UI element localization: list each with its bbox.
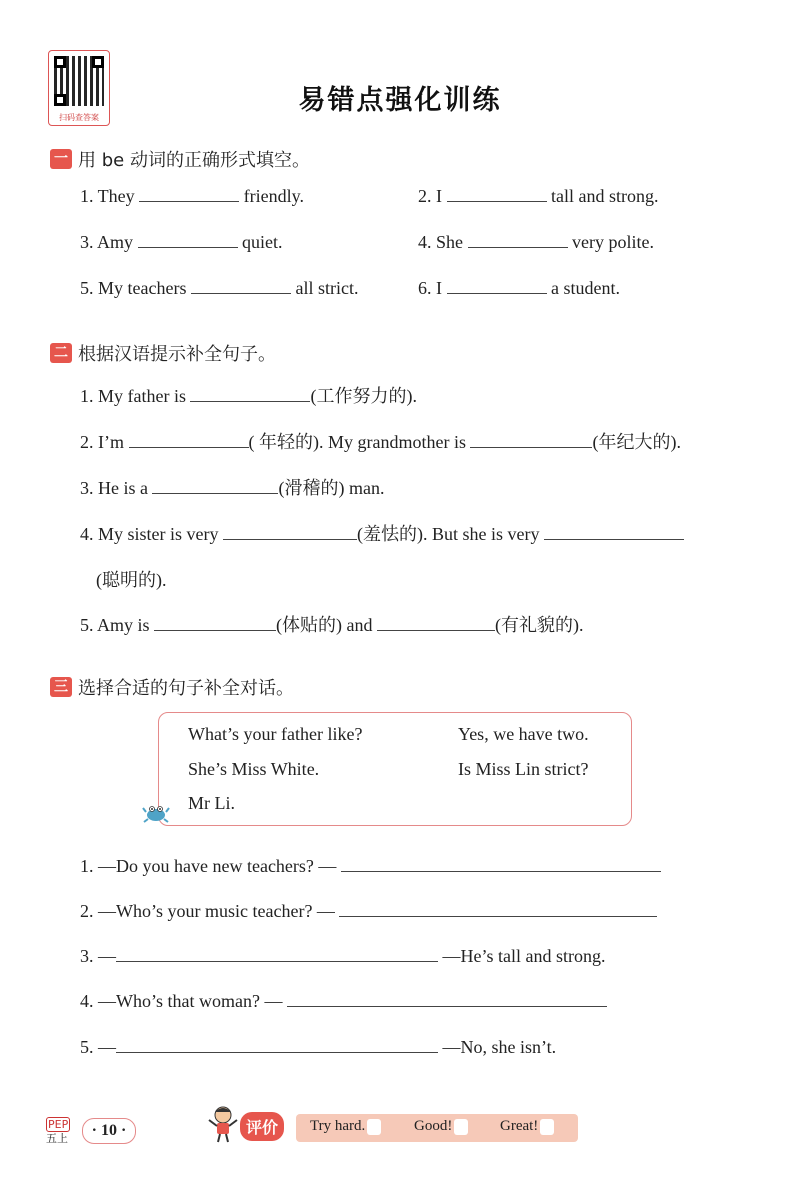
line-text: 2. —Who’s your music teacher? — [80, 901, 335, 921]
dialogue-line [80, 856, 661, 877]
line-text: 2. I [418, 186, 442, 206]
eval-option-label: Good! [414, 1118, 453, 1134]
answer-blank[interactable] [152, 479, 278, 494]
answer-blank[interactable] [470, 433, 592, 448]
exercise-line [418, 278, 620, 299]
answer-blank[interactable] [138, 233, 238, 248]
exercise-line [80, 382, 417, 408]
qr-label: 扫码查答案 [59, 113, 99, 122]
option-sentence[interactable]: What’s your father like? [188, 724, 363, 744]
line-text: 5. — [80, 1037, 116, 1057]
option-sentence[interactable]: Yes, we have two. [458, 724, 589, 744]
line-text: 4. My sister is very [80, 524, 219, 544]
line-text: 3. He is a [80, 478, 148, 498]
qr-corner [54, 56, 66, 68]
line-text: 4. —Who’s that woman? — [80, 991, 283, 1011]
line-text: (有礼貌的). [495, 615, 584, 635]
evaluation-label: 评价 [240, 1112, 284, 1141]
dialogue-line [80, 901, 657, 922]
edition-label: PEP [48, 1118, 69, 1131]
exercise-line [80, 611, 584, 637]
section-number-badge: 一 [50, 149, 72, 169]
eval-option-try-hard[interactable] [310, 1118, 381, 1135]
line-text: —No, she isn’t. [442, 1037, 557, 1057]
answer-blank[interactable] [544, 525, 684, 540]
answer-blank[interactable] [191, 279, 291, 294]
line-text: (体贴的) and [276, 615, 373, 635]
section-heading-text: 根据汉语提示补全句子。 [78, 344, 276, 365]
dialogue-line [80, 946, 605, 967]
section2-heading [50, 340, 276, 366]
line-text: 1. My father is [80, 386, 186, 406]
line-text: (工作努力的). [310, 386, 417, 406]
line-text: —He’s tall and strong. [442, 946, 606, 966]
answer-blank[interactable] [468, 233, 568, 248]
line-text: 3. — [80, 946, 116, 966]
grade-label: 五上 [46, 1132, 68, 1145]
eval-option-great[interactable] [500, 1118, 554, 1135]
section3-heading [50, 674, 294, 700]
answer-blank[interactable] [341, 857, 661, 872]
checkbox[interactable] [540, 1119, 554, 1135]
line-text: 1. They [80, 186, 135, 206]
page-title: 易错点强化训练 [298, 85, 502, 116]
answer-blank[interactable] [447, 279, 547, 294]
exercise-line [80, 232, 283, 253]
answer-blank[interactable] [139, 187, 239, 202]
eval-option-label: Try hard. [310, 1118, 366, 1134]
option-sentence[interactable]: Mr Li. [188, 793, 235, 813]
line-text: 6. I [418, 278, 442, 298]
exercise-line [80, 186, 304, 207]
answer-blank[interactable] [190, 387, 310, 402]
section-heading-text: 用 be 动词的正确形式填空。 [78, 150, 310, 171]
line-text: all strict. [295, 278, 359, 298]
line-text: 3. Amy [80, 232, 134, 252]
line-text: 5. Amy is [80, 615, 150, 635]
line-text: (滑稽的) man. [278, 478, 385, 498]
cartoon-kid-icon [206, 1104, 240, 1144]
section-number-badge: 三 [50, 677, 72, 697]
exercise-line [80, 428, 681, 454]
line-text: tall and strong. [551, 186, 659, 206]
dialogue-line [80, 1037, 556, 1058]
evaluation-bar [296, 1114, 578, 1142]
answer-blank[interactable] [377, 616, 495, 631]
eval-option-good[interactable] [414, 1118, 468, 1135]
line-text: very polite. [572, 232, 654, 252]
exercise-line-continued: (聪明的). [96, 570, 167, 590]
qr-corner [92, 56, 104, 68]
line-text: (羞怯的). But she is very [357, 524, 540, 544]
line-text: quiet. [242, 232, 283, 252]
exercise-line [418, 232, 654, 253]
line-text: 2. I’m [80, 432, 124, 452]
page-number: · 10 · [82, 1118, 136, 1144]
section1-heading [50, 146, 310, 172]
section-heading-text: 选择合适的句子补全对话。 [78, 678, 294, 699]
checkbox[interactable] [367, 1119, 381, 1135]
answer-blank[interactable] [154, 616, 276, 631]
exercise-line [80, 474, 384, 500]
option-sentence[interactable]: Is Miss Lin strict? [458, 759, 589, 779]
line-text: 4. She [418, 232, 463, 252]
answer-blank[interactable] [339, 902, 657, 917]
section-number-badge: 二 [50, 343, 72, 363]
edition-badge [46, 1117, 70, 1145]
line-text: 1. —Do you have new teachers? — [80, 856, 337, 876]
answer-blank[interactable] [116, 947, 438, 962]
line-text: ( 年轻的). My grandmother is [248, 432, 466, 452]
crab-icon [142, 800, 170, 824]
answer-blank[interactable] [447, 187, 547, 202]
line-text: a student. [551, 278, 620, 298]
line-text: 5. My teachers [80, 278, 187, 298]
answer-blank[interactable] [223, 525, 357, 540]
exercise-line [80, 520, 684, 546]
eval-option-label: Great! [500, 1118, 539, 1134]
answer-blank[interactable] [129, 433, 249, 448]
checkbox[interactable] [454, 1119, 468, 1135]
exercise-line [80, 278, 358, 299]
dialogue-line [80, 991, 607, 1012]
option-sentence[interactable]: She’s Miss White. [188, 759, 320, 779]
answer-blank[interactable] [287, 992, 607, 1007]
exercise-line [418, 186, 658, 207]
line-text: friendly. [243, 186, 304, 206]
answer-blank[interactable] [116, 1038, 438, 1053]
line-text: (年纪大的). [592, 432, 681, 452]
